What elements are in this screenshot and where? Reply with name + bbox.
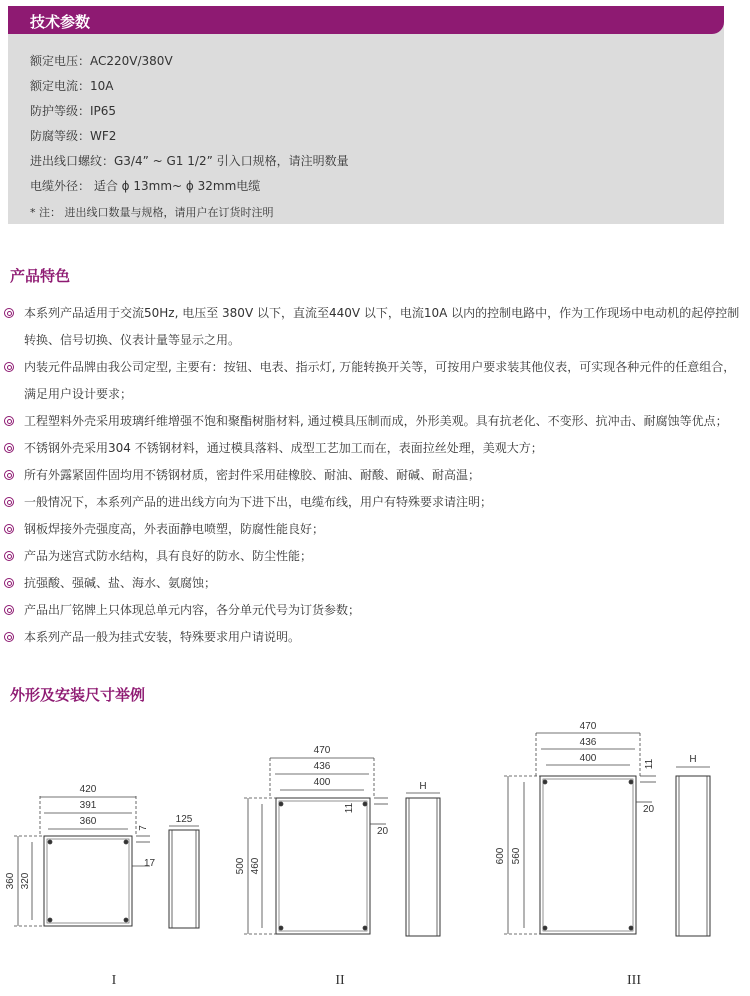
circle-bullet-icon xyxy=(4,605,14,615)
spec-thread: 进出线口螺纹：G3/4” ~ G1 1/2” 引入口规格，请注明数量 xyxy=(30,154,349,168)
dim-height-inner: 320 xyxy=(20,872,31,890)
dim-offset-side: 17 xyxy=(144,858,156,869)
dim-offset-top: 7 xyxy=(138,825,149,831)
circle-bullet-icon xyxy=(4,416,14,426)
dim-offset-side: 20 xyxy=(377,826,389,837)
dim-width-outer: 420 xyxy=(79,784,97,795)
feature-item: 产品为迷宫式防水结构，具有良好的防水、防尘性能； xyxy=(4,543,744,570)
circle-bullet-icon xyxy=(4,524,14,534)
feature-item: 本系列产品一般为挂式安装，特殊要求用户请说明。 xyxy=(4,624,744,651)
spec-note: * 注： 进出线口数量与规格，请用户在订货时注明 xyxy=(30,206,274,219)
features-title: 产品特色 xyxy=(10,267,71,285)
circle-bullet-icon xyxy=(4,308,14,318)
type-label: I xyxy=(111,973,117,988)
dimension-drawings xyxy=(0,705,750,996)
feature-item: 钢板焊接外壳强度高，外表面静电喷塑，防腐性能良好； xyxy=(4,516,744,543)
spec-rated-current: 额定电流：10A xyxy=(30,79,114,93)
feature-item: 一般情况下，本系列产品的进出线方向为下进下出，电缆布线，用户有特殊要求请注明； xyxy=(4,489,744,516)
feature-item: 所有外露紧固件固均用不锈钢材质，密封件采用硅橡胶、耐油、耐酸、耐碱、耐高温； xyxy=(4,462,744,489)
dim-height-outer: 360 xyxy=(5,872,16,890)
dim-depth: H xyxy=(419,781,427,792)
dim-offset-side: 20 xyxy=(643,804,655,815)
enclosure-type-3 xyxy=(495,721,710,988)
dim-height-outer: 500 xyxy=(235,857,246,875)
spec-title: 技术参数 xyxy=(30,13,91,31)
dim-width-mid: 436 xyxy=(313,761,331,772)
enclosure-type-1 xyxy=(5,784,199,988)
circle-bullet-icon xyxy=(4,362,14,372)
dim-width-inner: 400 xyxy=(579,753,597,764)
dim-height-outer: 600 xyxy=(495,847,506,865)
dim-width-mid: 436 xyxy=(579,737,597,748)
dim-offset-top: 11 xyxy=(644,758,655,770)
spec-protection-grade: 防护等级：IP65 xyxy=(30,104,117,118)
circle-bullet-icon xyxy=(4,578,14,588)
circle-bullet-icon xyxy=(4,470,14,480)
circle-bullet-icon xyxy=(4,632,14,642)
type-label: II xyxy=(335,973,345,988)
feature-item: 产品出厂铭牌上只体现总单元内容，各分单元代号为订货参数； xyxy=(4,597,744,624)
feature-item: 工程塑料外壳采用玻璃纤维增强不饱和聚酯树脂材料, 通过模具压制而成，外形美观。具有抗老化、不变形、抗冲击、耐腐蚀等优点； xyxy=(4,408,744,435)
dim-width-inner: 360 xyxy=(79,816,97,827)
dim-height-inner: 460 xyxy=(250,857,261,875)
dim-width-outer: 470 xyxy=(313,745,331,756)
circle-bullet-icon xyxy=(4,497,14,507)
type-label: III xyxy=(627,973,641,988)
spec-corrosion-grade: 防腐等级：WF2 xyxy=(30,129,117,143)
spec-panel xyxy=(8,6,724,224)
circle-bullet-icon xyxy=(4,443,14,453)
spec-rated-voltage: 额定电压：AC220V/380V xyxy=(30,54,173,68)
dim-depth: H xyxy=(689,754,697,765)
dim-depth: 125 xyxy=(175,814,193,825)
dim-width-outer: 470 xyxy=(579,721,597,732)
dimensions-title: 外形及安装尺寸举例 xyxy=(10,686,146,704)
feature-item: 内装元件品牌由我公司定型, 主要有：按钮、电表、指示灯, 万能转换开关等，可按用户要求装其他仪表，可实现各种元件的任意组合，满足用户设计要求； xyxy=(4,354,744,408)
enclosure-type-2 xyxy=(235,745,440,988)
dim-height-inner: 560 xyxy=(511,847,522,865)
dim-width-inner: 400 xyxy=(313,777,331,788)
feature-item: 抗强酸、强碱、盐、海水、氨腐蚀； xyxy=(4,570,744,597)
circle-bullet-icon xyxy=(4,551,14,561)
dim-offset-top: 11 xyxy=(344,802,355,814)
spec-cable-diameter: 电缆外径： 适合 ɸ 13mm~ ɸ 32mm电缆 xyxy=(30,179,261,193)
features-list xyxy=(4,300,744,651)
dim-width-mid: 391 xyxy=(79,800,97,811)
spec-header xyxy=(8,6,724,34)
feature-item: 本系列产品适用于交流50Hz, 电压至 380V 以下，直流至440V 以下，电流10A 以内的控制电路中，作为工作现场中电动机的起停控制转换、信号切换、仪表计量等显示之用。 xyxy=(4,300,744,354)
feature-item: 不锈钢外壳采用304 不锈钢材料，通过模具落料、成型工艺加工而在，表面拉丝处理，美观大方； xyxy=(4,435,744,462)
